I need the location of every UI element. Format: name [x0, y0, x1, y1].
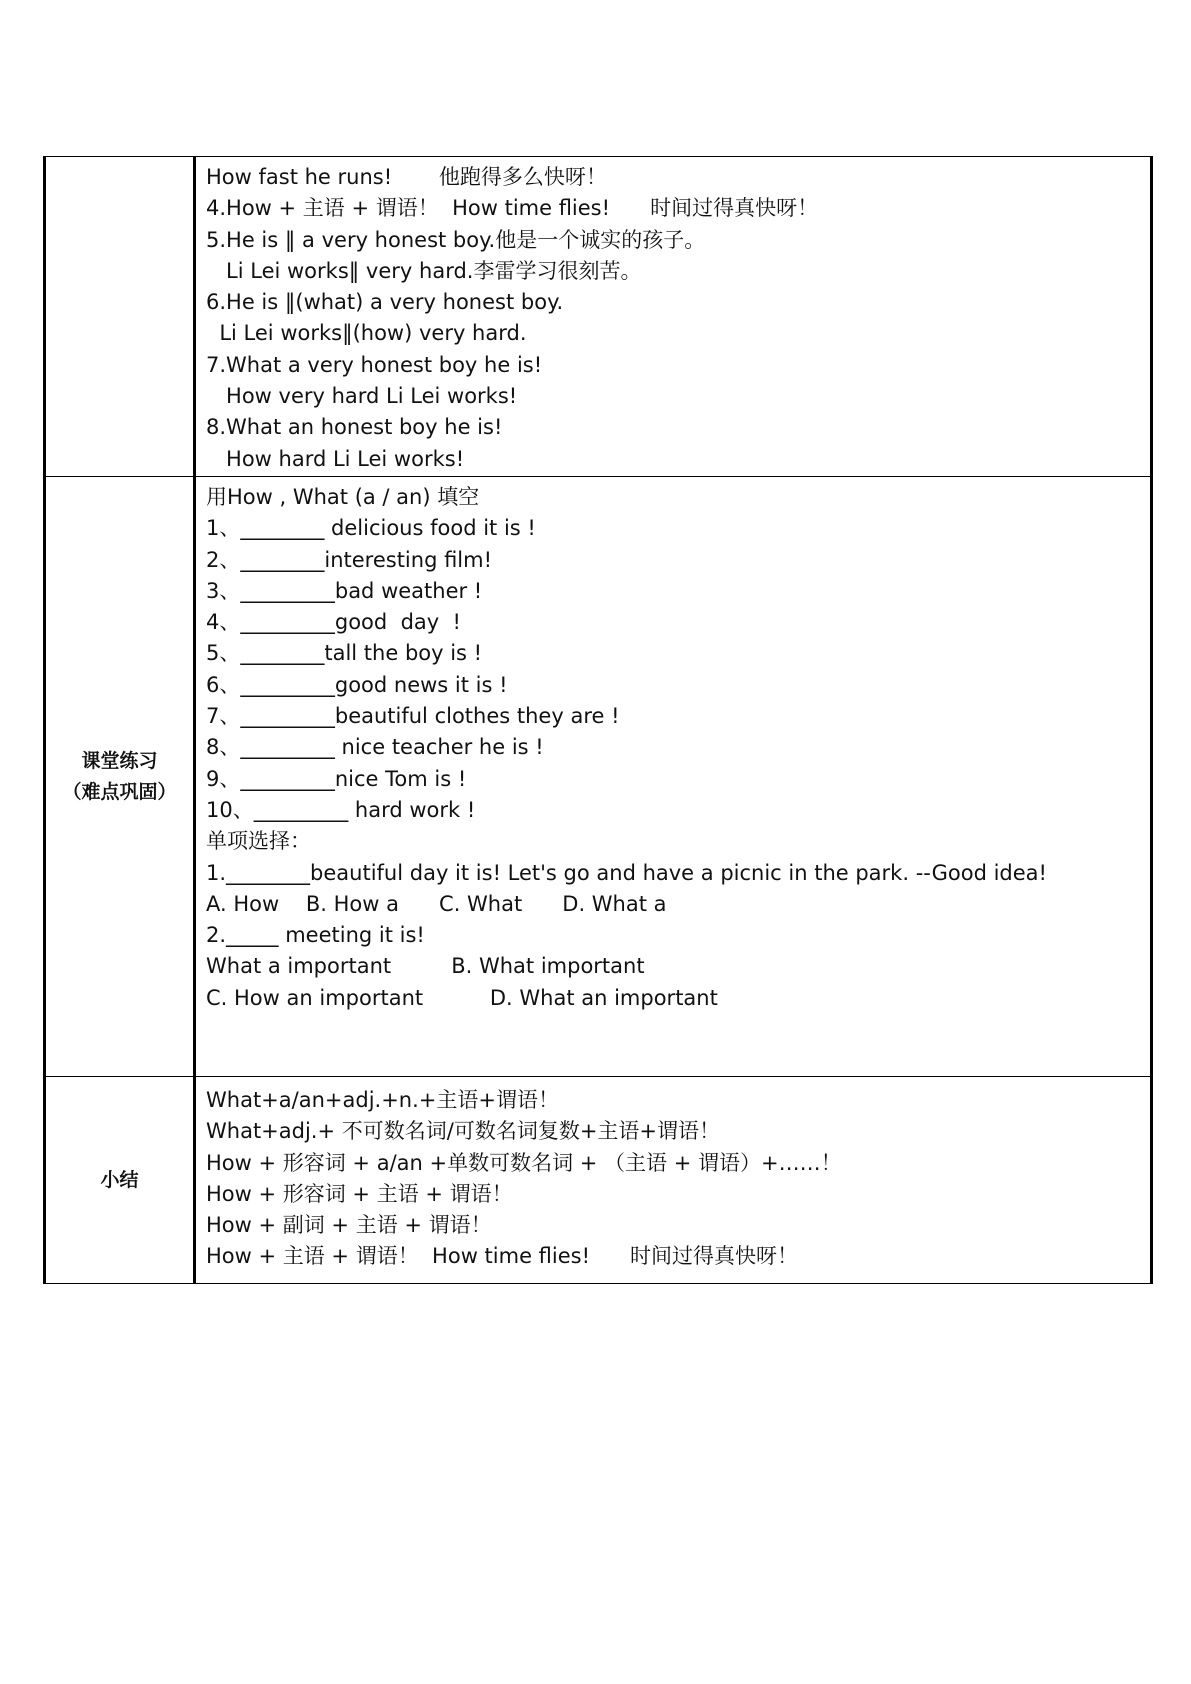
content-line: C. How an important D. What an important — [206, 985, 718, 1010]
content-line: 5.He is ‖ a very honest boy.他是一个诚实的孩子。 — [206, 227, 706, 252]
content-line: A. How B. How a C. What D. What a — [206, 891, 667, 916]
row-label-cell — [45, 157, 195, 477]
content-line: 8、_________ nice teacher he is ! — [206, 735, 544, 760]
row-label-cell — [45, 477, 195, 1077]
content-line: 4.How + 主语 + 谓语！ How time flies! 时间过得真快呀！ — [206, 196, 819, 221]
content-line: 5、________tall the boy is ! — [206, 641, 483, 666]
content-line: How + 形容词 + a/an +单数可数名词 + （主语 + 谓语）+……！ — [206, 1150, 842, 1175]
content-line: 8.What an honest boy he is! — [206, 415, 503, 440]
content-line: 4、_________good day ! — [206, 610, 461, 635]
row-content-cell — [195, 477, 1152, 1077]
content-line: What a important B. What important — [206, 954, 645, 979]
content-line: 用How , What (a / an) 填空 — [206, 485, 480, 509]
content-line: 1、________ delicious food it is ! — [206, 516, 536, 541]
row-label: 课堂练习 — [81, 749, 158, 772]
content-line: How + 副词 + 主语 + 谓语！ — [206, 1213, 492, 1238]
content-line: What+adj.+ 不可数名词/可数名词复数+主语+谓语！ — [206, 1119, 721, 1144]
row-label: 小结 — [100, 1168, 139, 1191]
content-line: 1.________beautiful day it is! Let's go and have a picnic in the park. --Good idea! — [206, 860, 1047, 885]
content-line: What+a/an+adj.+n.+主语+谓语！ — [206, 1088, 559, 1112]
content-line: 7、_________beautiful clothes they are ! — [206, 704, 620, 729]
row-label-cell — [45, 1077, 195, 1284]
content-line: Li Lei works‖ very hard.李雷学习很刻苦。 — [206, 258, 642, 283]
content-line: How + 主语 + 谓语！ How time flies! 时间过得真快呀！ — [206, 1244, 799, 1269]
content-line: How hard Li Lei works! — [206, 446, 465, 471]
table-row — [45, 477, 1152, 1077]
row-content-cell — [195, 157, 1152, 477]
content-line: How very hard Li Lei works! — [206, 384, 518, 409]
content-line: 10、_________ hard work ! — [206, 797, 476, 822]
content-line: 7.What a very honest boy he is! — [206, 352, 543, 377]
content-line: How + 形容词 + 主语 + 谓语！ — [206, 1181, 513, 1206]
table-row — [45, 1077, 1152, 1284]
content-line: 6.He is ‖(what) a very honest boy. — [206, 290, 564, 315]
row-content-cell — [195, 1077, 1152, 1284]
content-line: How fast he runs! 他跑得多么快呀！ — [206, 165, 607, 189]
content-line: 3、_________bad weather ! — [206, 578, 483, 603]
content-line: 6、_________good news it is ! — [206, 672, 508, 697]
content-line: 2、________interesting film! — [206, 547, 493, 572]
content-line: 2._____ meeting it is! — [206, 923, 425, 948]
content-line: Li Lei works‖(how) very hard. — [206, 321, 527, 346]
row-label: （难点巩固） — [62, 780, 177, 803]
content-line: 单项选择： — [206, 829, 311, 854]
table-row — [45, 157, 1152, 477]
content-line: 9、_________nice Tom is ! — [206, 766, 467, 791]
lesson-table — [43, 156, 1153, 1284]
